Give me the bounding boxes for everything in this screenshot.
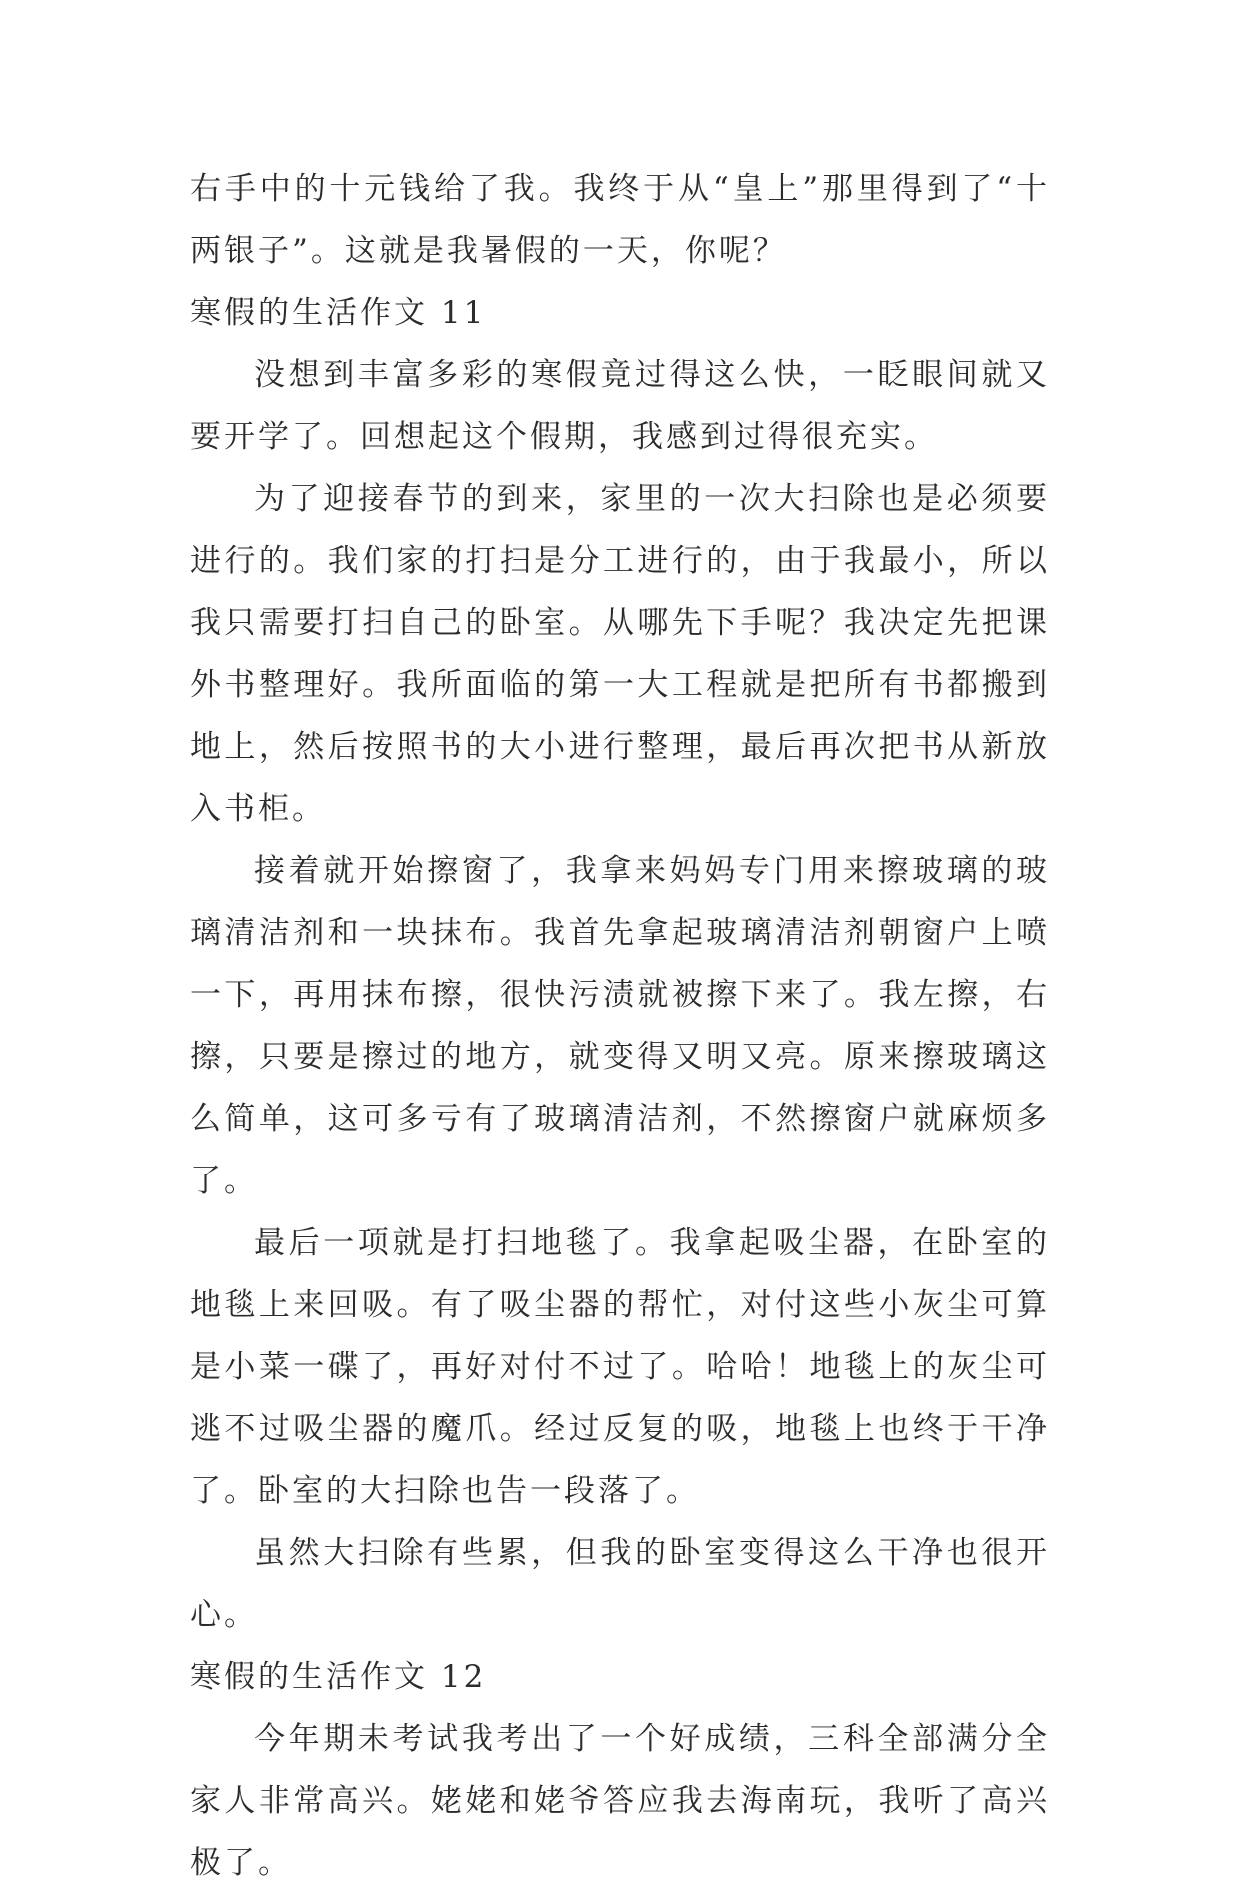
paragraph: 虽然大扫除有些累，但我的卧室变得这么干净也很开心。: [190, 1535, 1050, 1633]
paragraph: 最后一项就是打扫地毯了。我拿起吸尘器，在卧室的地毯上来回吸。有了吸尘器的帮忙，对付这些小灰尘可算是小菜一碟了，再好对付不过了。哈哈！地毯上的灰尘可逃不过吸尘器的魔爪。经过反复的吸，地毯上也终于干净了。卧室的大扫除也告一段落了。: [190, 1225, 1050, 1509]
paragraph: 没想到丰富多彩的寒假竟过得这么快，一眨眼间就又要开学了。回想起这个假期，我感到过得很充实。: [190, 357, 1050, 455]
section-title-11: 寒假的生活作文 11: [190, 295, 487, 331]
paragraph: 今年期未考试我考出了一个好成绩，三科全部满分全家人非常高兴。姥姥和姥爷答应我去海南玩，我听了高兴极了。: [190, 1721, 1050, 1881]
section-title-12: 寒假的生活作文 12: [190, 1659, 487, 1695]
paragraph: 为了迎接春节的到来，家里的一次大扫除也是必须要进行的。我们家的打扫是分工进行的，由于我最小，所以我只需要打扫自己的卧室。从哪先下手呢？我决定先把课外书整理好。我所面临的第一大工程就是把所有书都搬到地上，然后按照书的大小进行整理，最后再次把书从新放入书柜。: [190, 481, 1050, 827]
paragraph: 接着就开始擦窗了，我拿来妈妈专门用来擦玻璃的玻璃清洁剂和一块抹布。我首先拿起玻璃清洁剂朝窗户上喷一下，再用抹布擦，很快污渍就被擦下来了。我左擦，右擦，只要是擦过的地方，就变得又明又亮。原来擦玻璃这么简单，这可多亏有了玻璃清洁剂，不然擦窗户就麻烦多了。: [190, 853, 1050, 1199]
document-body: [190, 158, 1050, 1894]
continuation-paragraph: 右手中的十元钱给了我。我终于从“皇上”那里得到了“十两银子”。这就是我暑假的一天，你呢？: [190, 171, 1050, 269]
